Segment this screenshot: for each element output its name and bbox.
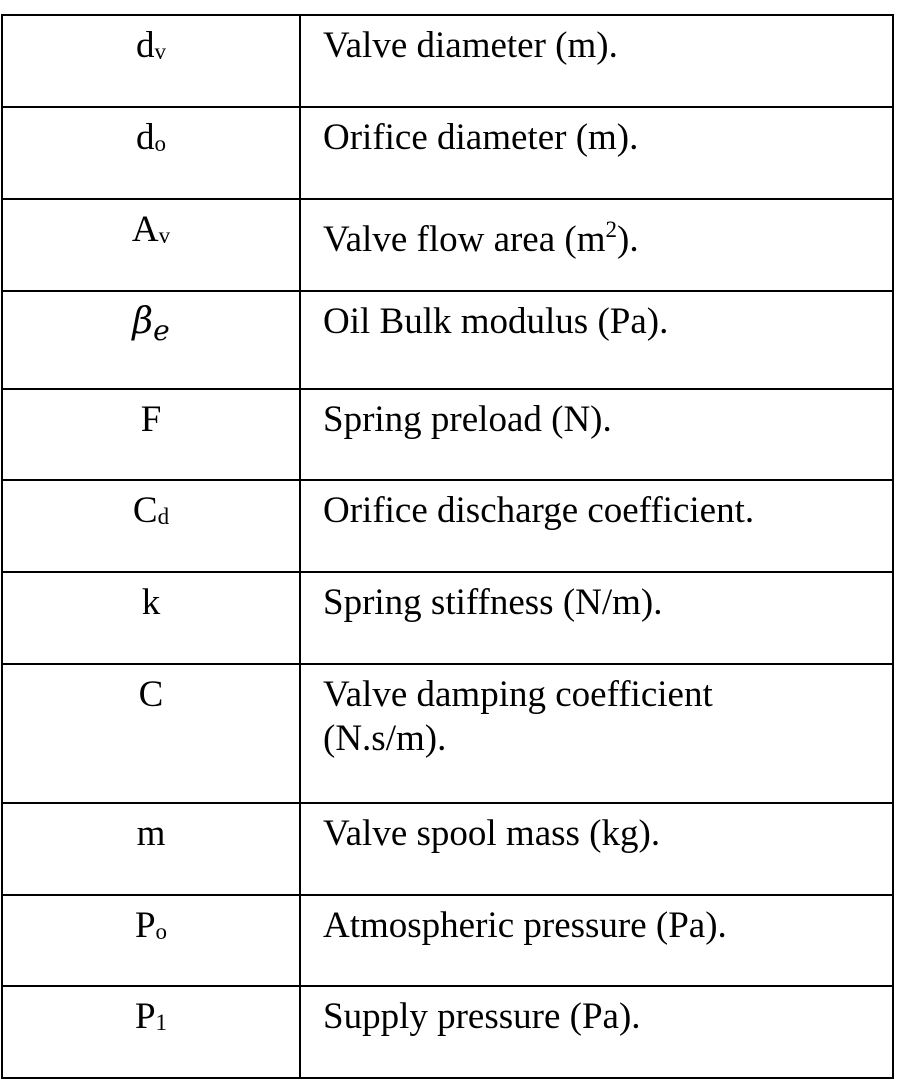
symbol: d [136,25,155,66]
symbol: k [141,582,161,623]
symbol-cell [2,986,300,1078]
symbol: P [134,996,156,1037]
table-row [2,291,893,389]
symbol-cell [2,389,300,480]
symbol-subscript: 1 [155,1010,168,1035]
symbol-subscript: o [154,131,166,156]
description-superscript: 2 [605,217,618,242]
beta-symbol [132,301,170,347]
symbol-cell [2,107,300,199]
table-row [2,572,893,664]
description-text: Valve flow area (m [323,219,606,260]
symbol-cell [2,199,300,291]
symbol-cell [2,572,300,664]
symbol-subscript: v [154,39,166,64]
description-cell: Valve diameter (m). [300,15,893,107]
table-row [2,664,893,803]
table-row [2,107,893,199]
symbol-subscript: v [158,223,171,248]
symbol: C [132,490,158,531]
table-row [2,803,893,895]
symbol-cell [2,480,300,572]
table-row [2,895,893,986]
table-row [2,199,893,291]
nomenclature-table [1,14,894,1079]
symbol: C [138,674,164,715]
symbol: β [132,301,154,342]
description-cell: Spring stiffness (N/m). [300,572,893,664]
description-cell: Valve spool mass (kg). [300,803,893,895]
symbol: d [136,117,155,158]
symbol: m [136,813,166,854]
description-cell: Oil Bulk modulus (Pa). [300,291,893,389]
table-row [2,15,893,107]
table-row [2,480,893,572]
symbol-cell [2,895,300,986]
symbol-cell [2,664,300,803]
symbol: F [140,399,162,440]
description-text: Valve damping coefficient (N.s/m). [323,674,713,759]
table-row [2,986,893,1078]
symbol-cell [2,803,300,895]
table-row [2,389,893,480]
description-cell: Spring preload (N). [300,389,893,480]
description-cell: Atmospheric pressure (Pa). [300,895,893,986]
symbol-subscript: o [155,919,168,944]
symbol: A [131,209,159,250]
symbol-subscript: d [157,504,170,529]
description-tail: ). [617,219,639,260]
symbol-subscript: e [153,314,170,347]
description-cell [300,664,893,803]
symbol-cell [2,15,300,107]
description-cell: Supply pressure (Pa). [300,986,893,1078]
symbol: P [134,905,156,946]
description-cell: Orifice diameter (m). [300,107,893,199]
symbol-cell [2,291,300,389]
description-cell: Orifice discharge coefficient. [300,480,893,572]
description-cell [300,199,893,291]
